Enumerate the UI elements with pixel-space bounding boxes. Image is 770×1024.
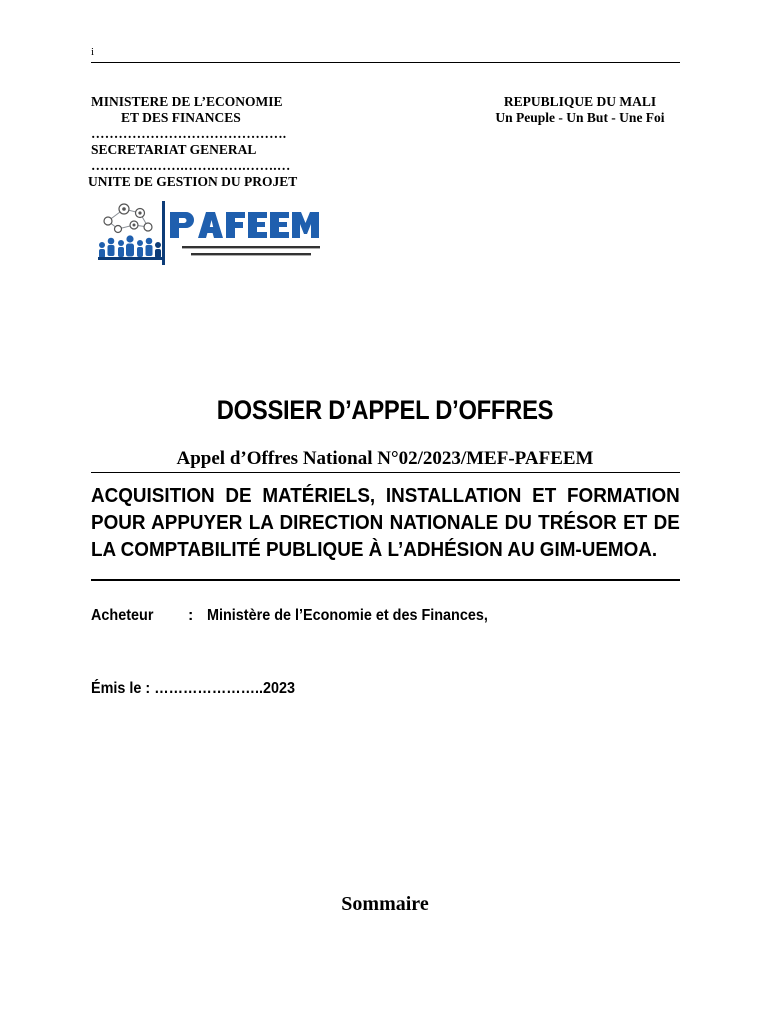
pafeem-logo-graphic bbox=[96, 199, 324, 267]
buyer-value: Ministère de l’Economie et des Finances, bbox=[207, 607, 488, 624]
ministry-header bbox=[88, 94, 321, 190]
tender-subject: ACQUISITION DE MATÉRIELS, INSTALLATION ET FORMATION POUR APPUYER LA DIRECTION NATIONALE DU TRÉSOR ET DE LA COMPTABILITÉ PUBLIQUE À L’ADHÉSION AU GIM-UEMOA. bbox=[91, 484, 680, 561]
page-marker: i bbox=[91, 46, 95, 58]
national-motto: Un Peuple - Un But - Une Foi bbox=[495, 110, 665, 125]
ministry-name-line1: MINISTERE DE L’ECONOMIE bbox=[91, 94, 283, 109]
secretariat-label: SECRETARIAT GENERAL bbox=[91, 142, 257, 157]
contents-heading: Sommaire bbox=[341, 893, 429, 915]
network-icons-graphic bbox=[104, 204, 152, 233]
logo-divider bbox=[162, 201, 165, 265]
pafeem-logo bbox=[96, 199, 324, 267]
document-title: DOSSIER D’APPEL D’OFFRES bbox=[216, 395, 554, 425]
ministry-name-line2: ET DES FINANCES bbox=[121, 110, 241, 125]
project-unit-label: UNITE DE GESTION DU PROJET bbox=[88, 174, 298, 189]
buyer-separator: : bbox=[188, 607, 194, 624]
dotted-separator: …….…….…….…….…….…….… bbox=[91, 158, 291, 173]
republic-name: REPUBLIQUE DU MALI bbox=[503, 94, 657, 109]
issue-date: Émis le : …………………..2023 bbox=[91, 680, 296, 697]
pafeem-wordmark-graphic bbox=[170, 212, 319, 238]
title-rule bbox=[91, 472, 680, 473]
header-rule bbox=[91, 62, 680, 63]
dotted-separator: ……………………………………. bbox=[91, 126, 287, 141]
people-group-graphic bbox=[98, 235, 162, 260]
logo-tagline-graphic bbox=[182, 246, 320, 255]
republic-header bbox=[480, 94, 680, 126]
buyer-label: Acheteur bbox=[91, 607, 154, 624]
tender-number: Appel d’Offres National N°02/2023/MEF-PAFEEM bbox=[176, 448, 594, 469]
subject-rule bbox=[91, 579, 680, 581]
